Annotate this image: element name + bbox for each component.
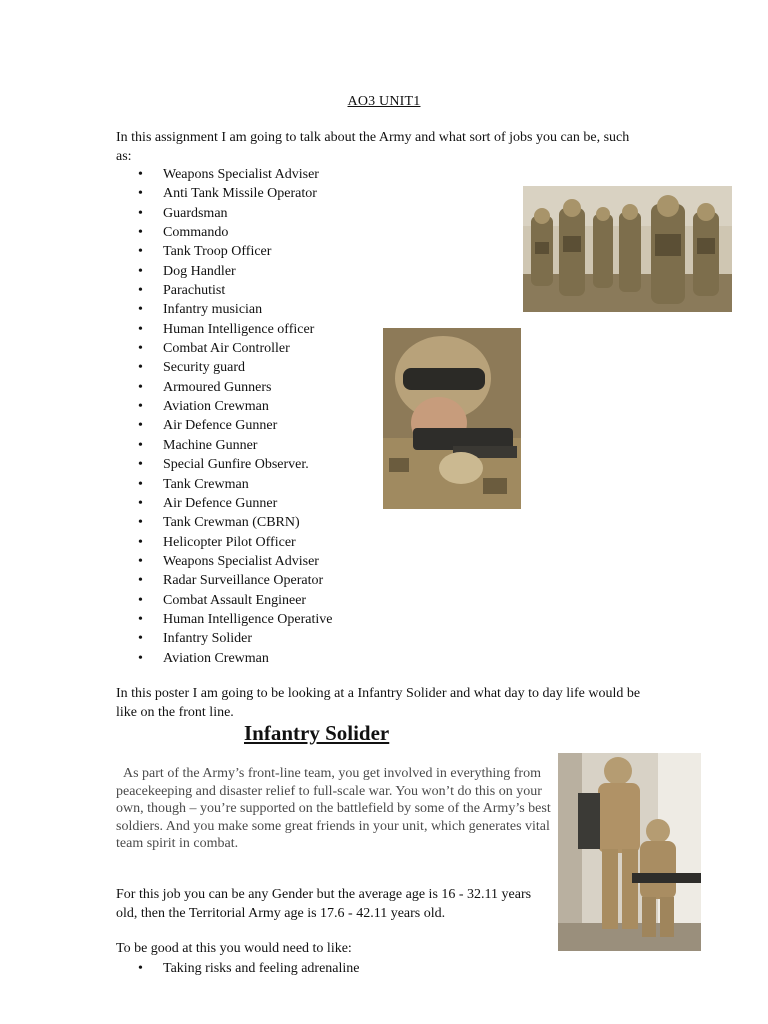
list-item: • Aviation Crewman: [116, 397, 332, 416]
list-item: • Tank Crewman (CBRN): [116, 513, 332, 532]
list-item: • Combat Air Controller: [116, 339, 332, 358]
list-item: • Helicopter Pilot Officer: [116, 533, 332, 552]
list-item: • Human Intelligence Operative: [116, 610, 332, 629]
list-item: • Aviation Crewman: [116, 649, 332, 668]
list-item: • Dog Handler: [116, 262, 332, 281]
list-item: • Tank Crewman: [116, 475, 332, 494]
list-item: • Weapons Specialist Adviser: [116, 165, 332, 184]
age-paragraph: For this job you can be any Gender but the average age is 16 - 32.11 years old, then the Territorial Army age is 17.6 - 42.11 years old.: [116, 887, 532, 921]
poster-intro-paragraph: In this poster I am going to be looking at a Infantry Solider and what day to day life would be like on the front line.: [116, 686, 641, 720]
intro-paragraph: In this assignment I am going to talk about the Army and what sort of jobs you can be, such as:: [116, 130, 630, 164]
requirements-intro: To be good at this you would need to like:: [116, 941, 352, 956]
soldier-aiming-photo: [383, 328, 521, 509]
list-item: • Special Gunfire Observer.: [116, 455, 332, 474]
list-item: • Taking risks and feeling adrenaline: [116, 959, 360, 978]
list-item: • Armoured Gunners: [116, 378, 332, 397]
description-paragraph: As part of the Army’s front-line team, you get involved in everything from peacekeeping and disaster relief to full-scale war. You won’t do this on your own, though – you’re supported on the battlefield by some of the Army’s best soldiers. And you make some great friends in your unit, which generates vital team spirit in combat.: [116, 766, 551, 852]
list-item: • Combat Assault Engineer: [116, 591, 332, 610]
list-item: • Security guard: [116, 358, 332, 377]
jobs-list: [116, 165, 332, 668]
section-heading: Infantry Solider: [244, 721, 390, 745]
list-item: • Infantry musician: [116, 300, 332, 319]
list-item: • Commando: [116, 223, 332, 242]
list-item: • Parachutist: [116, 281, 332, 300]
soldiers-patrol-photo: [523, 186, 732, 312]
list-item: • Air Defence Gunner: [116, 494, 332, 513]
traits-list: [116, 959, 360, 978]
list-item: • Air Defence Gunner: [116, 416, 332, 435]
list-item: • Machine Gunner: [116, 436, 332, 455]
document-title: AO3 UNIT1: [347, 94, 421, 109]
list-item: • Guardsman: [116, 204, 332, 223]
list-item: • Anti Tank Missile Operator: [116, 184, 332, 203]
list-item: • Weapons Specialist Adviser: [116, 552, 332, 571]
list-item: • Tank Troop Officer: [116, 242, 332, 261]
list-item: • Radar Surveillance Operator: [116, 571, 332, 590]
list-item: • Infantry Solider: [116, 629, 332, 648]
two-soldiers-photo: [558, 753, 701, 951]
list-item: • Human Intelligence officer: [116, 320, 332, 339]
